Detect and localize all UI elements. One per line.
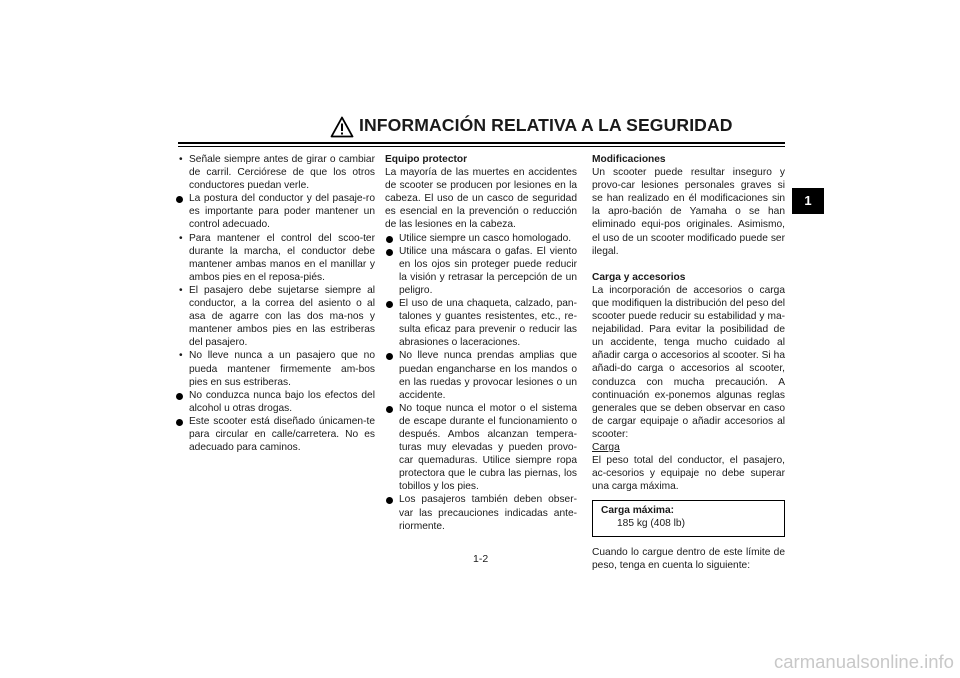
bullet-icon (176, 196, 183, 203)
paragraph: El peso total del conductor, el pasajero, ac-cesorios y equipaje no debe superar una carga máxima. (592, 455, 785, 493)
bullet-item (385, 297, 577, 349)
max-load-box (592, 500, 785, 536)
bullet-item (385, 232, 577, 245)
bullet-text: No toque nunca el motor o el sistema de escape durante el funcionamiento o después. Ambos alcanzan tempera-turas muy elevadas y pueden provo-car quemaduras. Utilice siempre ropa protectora que le cubra las piernas, los tobillos y los pies. (399, 402, 577, 493)
column-3 (592, 153, 785, 572)
sub-bullet-text: Señale siempre antes de girar o cambiar de carril. Cerciórese de que los otros conductores puedan verle. (189, 154, 375, 192)
section-heading: Carga y accesorios (592, 271, 686, 283)
bullet-text: No lleve nunca prendas amplias que puedan engancharse en los mandos o en las ruedas y provocar lesiones o un accidente. (399, 350, 577, 401)
header-rule-thin (178, 146, 785, 147)
bullet-icon (176, 393, 183, 400)
bullet-text: Utilice una máscara o gafas. El viento en los ojos sin proteger puede reducir la visión y retrasar la percepción de un peligro. (399, 245, 577, 296)
bullet-icon (386, 301, 393, 308)
bullet-icon (386, 406, 393, 413)
bullet-text: La postura del conductor y del pasaje-ro es importante para poder mantener un control adecuado. (189, 193, 375, 231)
chapter-tab: 1 (792, 188, 824, 214)
sub-bullet (175, 153, 375, 192)
dot-icon: • (179, 284, 183, 296)
sub-bullet (175, 349, 375, 388)
bullet-icon (386, 249, 393, 256)
paragraph: Un scooter puede resultar inseguro y provo-car lesiones personales graves si se han realizado en él modificaciones sin la apro-bación de Yamaha o se han eliminado equi-pos originales. Asimismo, el uso de un scooter modificado puede ser ilegal. (592, 167, 785, 257)
bullet-item (175, 389, 375, 415)
bullet-text: Utilice siempre un casco homologado. (399, 232, 572, 244)
bullet-text: No conduzca nunca bajo los efectos del alcohol u otras drogas. (189, 389, 375, 414)
sub-bullet (175, 284, 375, 349)
dot-icon: • (179, 350, 183, 362)
sub-bullet (175, 232, 375, 284)
section-heading: Modificaciones (592, 154, 666, 165)
dot-icon: • (179, 232, 183, 244)
bullet-icon (176, 419, 183, 426)
bullet-text: El uso de una chaqueta, calzado, pan-talones y guantes resistentes, etc., re-sulta eficaz para prevenir o reducir las abrasiones o laceraciones. (399, 298, 577, 349)
sub-bullet-text: El pasajero debe sujetarse siempre al conductor, a la correa del asiento o al asa de agarre con las dos ma-nos y mantener ambos pies en las estriberas del pasajero. (189, 284, 375, 349)
bullet-item (175, 192, 375, 231)
sub-bullet-text: No lleve nunca a un pasajero que no pueda mantener firmemente am-bos pies en sus estriberas. (189, 350, 375, 388)
page-number: 1-2 (473, 553, 489, 565)
bullet-icon (386, 353, 393, 360)
page-title: INFORMACIÓN RELATIVA A LA SEGURIDAD (359, 115, 733, 135)
page-header (330, 116, 785, 140)
bullet-item (385, 349, 577, 401)
spacer (592, 258, 785, 271)
paragraph: La mayoría de las muertes en accidentes de scooter se producen por lesiones en la cabeza. El uso de un casco de seguridad es esencial en la prevención o reducción de las lesiones en la cabeza. (385, 167, 577, 231)
warning-triangle-icon (330, 116, 354, 138)
bullet-text: Este scooter está diseñado únicamen-te para circular en calle/carretera. No es adecuado para caminos. (189, 415, 375, 454)
column-2 (385, 153, 577, 533)
paragraph: Cuando lo cargue dentro de este límite de peso, tenga en cuenta lo siguiente: (592, 546, 785, 571)
bullet-text: Los pasajeros también deben obser-var las precauciones indicadas ante-riormente. (399, 494, 577, 532)
paragraph: La incorporación de accesorios o carga que modifiquen la distribución del peso del scooter puede reducir su estabilidad y ma-nejabilidad. Para evitar la posibilidad de un accidente, tenga mucho cuidado al añadir carga o accesorios al scooter. Si ha añadi-do carga o accesorios al scooter, conduzca con mucha precaución. A continuación ex-ponemos algunas reglas generales que se deben observar en caso de cargar equipaje o añadir accesorios al scooter: (592, 284, 785, 440)
max-load-value: 185 kg (408 lb) (617, 518, 685, 530)
bullet-icon (386, 497, 393, 504)
bullet-item (385, 402, 577, 494)
bullet-item (385, 493, 577, 532)
header-rule (178, 142, 785, 144)
max-load-label: Carga máxima: (601, 505, 675, 517)
watermark: carmanualsonline.info (774, 651, 954, 672)
dot-icon: • (179, 154, 183, 165)
bullet-item (175, 415, 375, 454)
subheading: Carga (592, 441, 620, 453)
column-1 (175, 153, 375, 454)
sub-bullet-text: Para mantener el control del scoo-ter durante la marcha, el conductor debe mantener ambas manos en el manillar y ambos pies en el reposa-piés. (189, 232, 375, 283)
bullet-item (385, 245, 577, 297)
section-heading: Equipo protector (385, 154, 468, 165)
bullet-icon (386, 236, 393, 243)
